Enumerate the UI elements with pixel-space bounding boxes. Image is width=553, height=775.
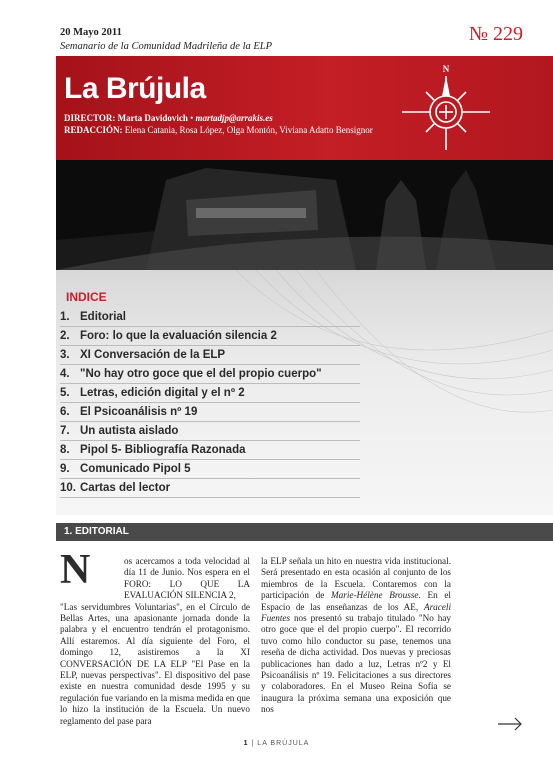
index-item-number: 10.	[60, 482, 76, 494]
index-item-number: 1.	[60, 311, 70, 323]
editorial-text-right-c: nos presentó su trabajo titulado "No hay otro goce que el del propio cuerpo". El recorrido tuvo como hilo conductor su pase, tenemos una reseña de dicha actividad. Dos nuevas y preciosas publicaciones han dado a luz, Letras nº2 y El Psicoanálisis nº 19. Felicitaciones a sus directores y colaboradores. En el Museo Reina Sofía se inaugura la próxima semana una exposición que nos	[261, 613, 451, 715]
index-title: INDICE	[66, 290, 107, 304]
page-number: 1	[243, 740, 249, 747]
publication-subtitle: Semanario de la Comunidad Madrileña de la ELP	[60, 41, 273, 52]
index-item-number: 8.	[60, 444, 70, 456]
index-item[interactable]	[60, 460, 360, 479]
compass-north-label: N	[442, 64, 450, 74]
index-panel	[56, 270, 553, 515]
editorial-text-left: "Las servidumbres Voluntarias", en el Círculo de Bellas Artes, una apasionante jornada donde la palabra y el encuentro tendrán el protagonismo. Allí estaremos. Al día siguiente del Foro, el domingo 12, asistiremos a la XI CONVERSACIÓN DE LA ELP "El Pase en la ELP, nuevas perspectivas". El dispositivo del pase existe en nuestra comunidad desde 1995 y su regulación fue variando en la misma medida en que lo hizo la institución de la Escuela. Un nuevo reglamento del pase para	[60, 601, 250, 726]
director-name: Marta Davidovich	[117, 113, 188, 123]
index-item-number: 5.	[60, 387, 70, 399]
index-item-label: Un autista aislado	[80, 425, 179, 437]
logo: La Brújula	[64, 72, 206, 105]
index-item[interactable]	[60, 308, 360, 327]
director-label: DIRECTOR:	[64, 113, 116, 123]
index-item-number: 3.	[60, 349, 70, 361]
building-silhouette-image	[56, 160, 553, 270]
index-item-number: 4.	[60, 368, 70, 380]
header-meta	[60, 26, 272, 54]
index-item[interactable]	[60, 422, 360, 441]
redaccion-names: Elena Catania, Rosa López, Olga Montón, Viviana Adatto Bensignor	[124, 125, 373, 135]
editorial-opening: os acercamos a toda velocidad al día 11 de Junio. Nos espera en el FORO: LO QUE LA EVALUACIÓN SILENCIA 2,	[124, 556, 250, 601]
section-header-editorial	[56, 523, 553, 541]
index-item[interactable]	[60, 479, 360, 498]
next-page-arrow-icon[interactable]	[497, 717, 523, 731]
editorial-text-right-a: la ELP señala un hito en nuestra vida institucional. Será presentado en esta ocasión al conjunto de los miembros de la Escuela. Contaremos con la participación de	[261, 556, 451, 601]
index-item-label: Letras, edición digital y el nº 2	[80, 387, 245, 399]
compass-rose-icon	[396, 62, 496, 154]
index-item-label: Comunicado Pipol 5	[80, 463, 191, 475]
index-item[interactable]	[60, 403, 360, 422]
index-item-number: 2.	[60, 330, 70, 342]
index-item-label: Cartas del lector	[80, 482, 171, 494]
section-title: 1. EDITORIAL	[64, 526, 129, 537]
footer-label: LA BRÚJULA	[257, 740, 310, 747]
index-item-label: Editorial	[80, 311, 127, 323]
issue-date: 20 Mayo 2011	[60, 27, 122, 38]
index-item-number: 6.	[60, 406, 70, 418]
redaccion-label: REDACCIÓN:	[64, 125, 123, 135]
editorial-text-right-b: . En el Espacio de las enseñanzas de los AE,	[261, 590, 451, 612]
header-photo	[56, 160, 553, 270]
index-item-number: 7.	[60, 425, 70, 437]
editorial-column-right	[261, 556, 451, 716]
guest-name-2: Araceli Fuentes	[261, 601, 451, 624]
index-item-label: XI Conversación de la ELP	[80, 349, 226, 361]
index-item-label: El Psicoanálisis nº 19	[80, 406, 198, 418]
index-item[interactable]	[60, 365, 360, 384]
index-item[interactable]	[60, 346, 360, 365]
guest-name-1: Marie-Hélène Brousse	[331, 590, 419, 601]
staff-credits: DIRECTOR: Marta Davidovich • martadjp@arrakis.es REDACCIÓN: Elena Catania, Rosa López, Olga Montón, Viviana Adatto Bensignor	[64, 113, 373, 135]
index-item-number: 9.	[60, 463, 70, 475]
index-item[interactable]	[60, 441, 360, 460]
index-item[interactable]	[60, 384, 360, 403]
masthead	[56, 56, 553, 160]
director-email[interactable]: martadjp@arrakis.es	[195, 113, 273, 123]
index-item[interactable]	[60, 327, 360, 346]
page-footer: 1 | LA BRÚJULA	[243, 740, 310, 747]
index-item-label: "No hay otro goce que el del propio cuerpo"	[80, 368, 322, 380]
dropcap: N	[60, 547, 91, 593]
index-item-label: Foro: lo que la evaluación silencia 2	[80, 330, 277, 342]
issue-number: № 229	[468, 23, 523, 45]
index-item-label: Pipol 5- Bibliografía Razonada	[80, 444, 246, 456]
editorial-column-left	[60, 556, 250, 727]
index-list	[60, 308, 360, 498]
